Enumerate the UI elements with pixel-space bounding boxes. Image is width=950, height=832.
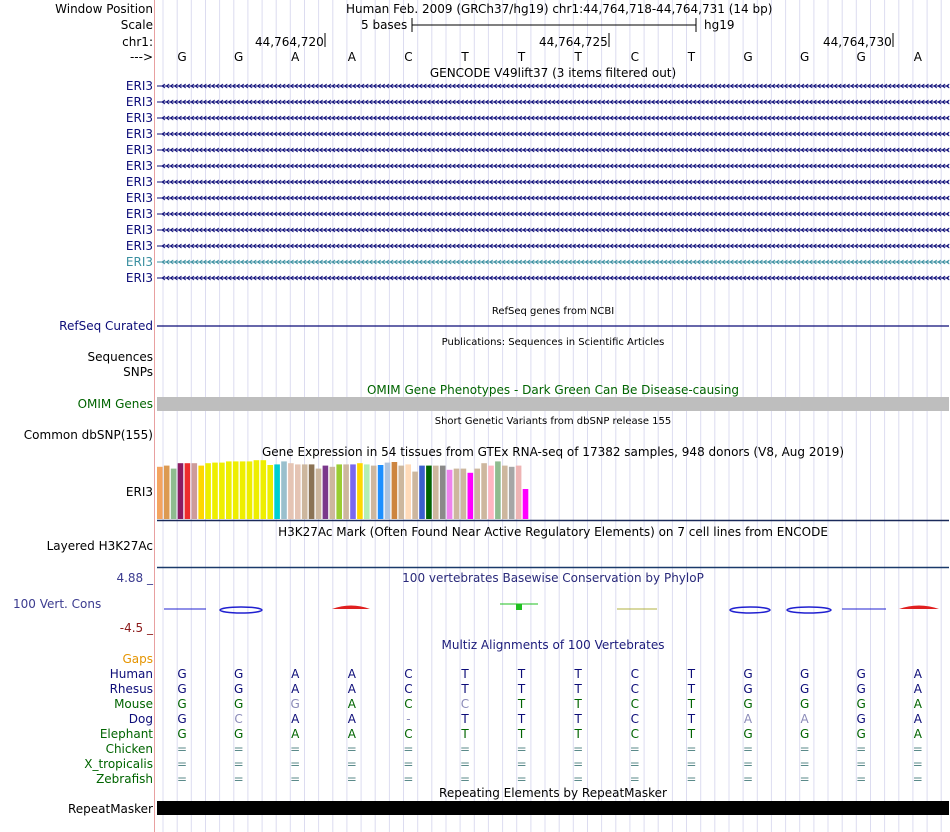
alignment-base: = <box>516 742 527 756</box>
gtex-tissue-bar <box>523 489 529 519</box>
alignment-base: = <box>233 742 244 756</box>
gtex-tissue-bar <box>261 460 267 519</box>
gtex-tissue-bar <box>274 464 280 519</box>
alignment-base: A <box>291 682 300 696</box>
alignment-base: = <box>290 757 301 771</box>
conservation-segment <box>899 606 939 610</box>
alignment-base: = <box>516 772 527 786</box>
dbsnp-label[interactable]: Common dbSNP(155) <box>23 428 153 442</box>
gtex-tissue-bar <box>502 466 508 519</box>
alignment-base: T <box>687 697 696 711</box>
alignment-base: = <box>629 742 640 756</box>
alignment-base: A <box>291 712 300 726</box>
alignment-base: G <box>856 727 866 741</box>
alignment-base: G <box>177 682 187 696</box>
alignment-base: G <box>856 712 866 726</box>
gaps-label[interactable]: Gaps <box>122 652 153 666</box>
scale-assembly: hg19 <box>704 18 735 32</box>
gtex-tissue-bar <box>226 461 232 519</box>
alignment-base: C <box>630 667 639 681</box>
alignment-base: = <box>856 772 867 786</box>
alignment-base: = <box>742 757 754 771</box>
alignment-base: G <box>856 682 866 696</box>
gtex-tissue-bar <box>461 469 467 519</box>
h3k27ac-title: H3K27Ac Mark (Often Found Near Active Regulatory Elements) on 7 cell lines from ENCODE <box>278 525 828 539</box>
alignment-base: T <box>574 682 582 696</box>
alignment-base: A <box>347 697 356 711</box>
gtex-tissue-bar <box>399 466 405 519</box>
gtex-title: Gene Expression in 54 tissues from GTEx RNA-seq of 17382 samples, 948 donors (V8, Aug 2019) <box>261 445 845 459</box>
species-label[interactable]: X_tropicalis <box>84 757 153 771</box>
gencode-item-label[interactable]: ERI3 <box>125 239 153 253</box>
gtex-tissue-bar <box>440 466 446 519</box>
gencode-title: GENCODE V49lift37 (3 items filtered out) <box>429 66 677 80</box>
sequences-label[interactable]: Sequences <box>87 350 153 364</box>
gtex-tissue-bar <box>495 461 501 519</box>
alignment-base: G <box>799 667 810 681</box>
alignment-base: A <box>291 727 300 741</box>
gtex-tissue-bar <box>330 467 336 519</box>
gtex-tissue-bar <box>392 462 398 519</box>
gencode-item-label[interactable]: ERI3 <box>125 79 153 93</box>
gtex-tissue-bar <box>364 464 370 519</box>
gtex-tissue-bar <box>468 473 474 519</box>
alignment-base: = <box>742 742 754 756</box>
alignment-base: = <box>686 742 697 756</box>
gtex-tissue-bar <box>212 463 218 519</box>
species-label[interactable]: Zebrafish <box>96 772 153 786</box>
base-letter: T <box>574 50 582 64</box>
base-letter: G <box>856 50 866 64</box>
alignment-base: = <box>912 772 923 786</box>
alignment-base: = <box>403 757 414 771</box>
gtex-tissue-bar <box>316 469 322 519</box>
alignment-base: G <box>177 697 187 711</box>
alignment-base: = <box>629 757 640 771</box>
alignment-base: C <box>460 697 470 711</box>
alignment-base: G <box>799 697 810 711</box>
gtex-tissue-bar <box>350 464 356 519</box>
alignment-base: A <box>347 712 356 726</box>
alignment-base: = <box>629 772 640 786</box>
alignment-base: G <box>743 667 753 681</box>
gtex-tissue-bar <box>343 464 349 519</box>
alignment-base: A <box>913 682 922 696</box>
alignment-base: C <box>630 682 639 696</box>
alignment-base: C <box>630 697 639 711</box>
gencode-item-label[interactable]: ERI3 <box>125 127 153 141</box>
alignment-base: C <box>404 667 413 681</box>
alignment-base: = <box>573 772 584 786</box>
alignment-base: G <box>799 727 810 741</box>
alignment-base: T <box>461 727 469 741</box>
alignment-base: A <box>800 712 809 726</box>
gtex-tissue-bar <box>198 466 204 519</box>
gtex-tissue-bar <box>488 466 494 519</box>
alignment-base: T <box>461 682 469 696</box>
gtex-tissue-bar <box>192 463 198 519</box>
alignment-base: T <box>461 667 469 681</box>
alignment-base: A <box>743 712 753 726</box>
species-label[interactable]: Chicken <box>105 742 153 756</box>
alignment-base: T <box>687 727 696 741</box>
snps-label[interactable]: SNPs <box>123 365 153 379</box>
alignment-base: = <box>573 742 584 756</box>
alignment-base: = <box>742 772 754 786</box>
gtex-tissue-bar <box>281 461 287 519</box>
scale-label[interactable]: Scale <box>120 18 153 32</box>
alignment-base: = <box>403 742 414 756</box>
alignment-base: T <box>687 682 696 696</box>
gtex-tissue-bar <box>171 469 177 519</box>
alignment-base: = <box>856 757 867 771</box>
gencode-item-label[interactable]: ERI3 <box>125 271 153 285</box>
ruler-position: 44,764,730 <box>823 35 892 49</box>
alignment-base: G <box>856 697 866 711</box>
gtex-label[interactable]: ERI3 <box>125 485 153 499</box>
conservation-segment <box>220 607 262 613</box>
alignment-base: T <box>687 667 696 681</box>
alignment-base: = <box>346 772 357 786</box>
alignment-base: = <box>176 772 188 786</box>
alignment-base: - <box>406 712 411 726</box>
base-letter: G <box>233 50 244 64</box>
alignment-base: = <box>459 742 471 756</box>
scale-value: 5 bases <box>361 18 408 32</box>
species-label[interactable]: Human <box>109 667 153 681</box>
gtex-tissue-bar <box>254 460 260 519</box>
gtex-tissue-bar <box>481 463 487 519</box>
alignment-base: A <box>913 712 922 726</box>
alignment-base: = <box>290 772 301 786</box>
gtex-tissue-bar <box>323 466 329 519</box>
refseq-title: RefSeq genes from NCBI <box>491 306 615 317</box>
gtex-tissue-bar <box>205 463 211 519</box>
gtex-tissue-bar <box>219 463 225 519</box>
alignment-base: C <box>404 727 413 741</box>
alignment-base: C <box>630 727 639 741</box>
alignment-base: C <box>404 697 413 711</box>
species-label[interactable]: Mouse <box>114 697 153 711</box>
alignment-base: G <box>177 712 187 726</box>
base-letter: G <box>743 50 753 64</box>
alignment-base: A <box>913 697 922 711</box>
alignment-base: = <box>799 772 810 786</box>
alignment-base: T <box>574 727 582 741</box>
base-letter: T <box>687 50 696 64</box>
gencode-item-label[interactable]: ERI3 <box>125 95 153 109</box>
repeatmasker-bar <box>157 801 949 815</box>
alignment-base: G <box>290 697 300 711</box>
omim-label[interactable]: OMIM Genes <box>77 397 153 411</box>
alignment-base: T <box>574 667 582 681</box>
alignment-base: = <box>176 757 188 771</box>
gencode-item-label[interactable]: ERI3 <box>125 175 153 189</box>
alignment-base: A <box>347 682 356 696</box>
alignment-base: G <box>233 697 244 711</box>
alignment-base: = <box>459 772 471 786</box>
base-letter: T <box>517 50 526 64</box>
alignment-base: = <box>856 742 867 756</box>
alignment-base: = <box>459 757 471 771</box>
species-label[interactable]: Elephant <box>99 727 153 741</box>
gtex-tissue-bar <box>474 469 480 519</box>
alignment-base: T <box>461 712 469 726</box>
phylop-min: -4.5 _ <box>119 621 153 635</box>
alignment-base: = <box>233 772 244 786</box>
gtex-tissue-bar <box>164 466 170 519</box>
window-position-label[interactable]: Window Position <box>55 2 153 16</box>
refseq-label[interactable]: RefSeq Curated <box>59 319 153 333</box>
alignment-base: T <box>517 667 526 681</box>
gtex-tissue-bar <box>157 467 163 519</box>
gtex-tissue-bar <box>295 464 301 519</box>
gtex-tissue-bar <box>516 466 522 519</box>
omim-bar <box>157 397 949 411</box>
alignment-base: = <box>176 742 188 756</box>
alignment-base: A <box>347 727 356 741</box>
gtex-tissue-bar <box>371 466 377 519</box>
gtex-tissue-bar <box>412 472 418 519</box>
conservation-segment <box>787 607 831 613</box>
alignment-base: G <box>177 727 187 741</box>
gencode-item-label[interactable]: ERI3 <box>125 207 153 221</box>
base-letter: C <box>404 50 413 64</box>
alignment-base: T <box>574 697 582 711</box>
alignment-base: T <box>517 712 526 726</box>
gtex-tissue-bar <box>267 465 273 519</box>
gtex-tissue-bar <box>302 464 308 519</box>
omim-title: OMIM Gene Phenotypes - Dark Green Can Be Disease-causing <box>366 383 740 397</box>
gencode-item-label[interactable]: ERI3 <box>125 255 153 269</box>
gtex-tissue-bar <box>447 470 453 519</box>
alignment-base: A <box>347 667 356 681</box>
alignment-base: = <box>799 757 810 771</box>
base-letter: T <box>461 50 469 64</box>
alignment-base: = <box>686 772 697 786</box>
gtex-tissue-bar <box>426 466 432 519</box>
alignment-base: T <box>517 682 526 696</box>
gtex-tissue-bar <box>240 461 246 519</box>
gtex-tissue-bar <box>509 467 515 519</box>
alignment-base: C <box>630 712 639 726</box>
alignment-base: = <box>346 757 357 771</box>
base-letter: C <box>630 50 639 64</box>
gtex-tissue-bar <box>185 463 191 519</box>
alignment-base: C <box>234 712 243 726</box>
gtex-tissue-bar <box>378 465 384 519</box>
alignment-base: T <box>574 712 582 726</box>
gencode-item-label[interactable]: ERI3 <box>125 223 153 237</box>
conservation-segment <box>332 606 370 610</box>
phylop-max: 4.88 _ <box>116 571 153 585</box>
base-letter: G <box>799 50 810 64</box>
alignment-base: = <box>799 742 810 756</box>
alignment-base: G <box>233 667 244 681</box>
species-label[interactable]: Dog <box>128 712 153 726</box>
gtex-tissue-bar <box>433 466 439 519</box>
gencode-item-label[interactable]: ERI3 <box>125 191 153 205</box>
alignment-base: G <box>799 682 810 696</box>
gtex-tissue-bar <box>454 469 460 519</box>
window-position-value: Human Feb. 2009 (GRCh37/hg19) chr1:44,764,718-44,764,731 (14 bp) <box>346 2 773 16</box>
gtex-tissue-bar <box>336 464 342 519</box>
gencode-item-label[interactable]: ERI3 <box>125 111 153 125</box>
gtex-tissue-bar <box>309 464 315 519</box>
alignment-base: G <box>743 697 753 711</box>
repeatmasker-title: Repeating Elements by RepeatMasker <box>439 786 667 800</box>
alignment-base: T <box>517 697 526 711</box>
publications-title: Publications: Sequences in Scientific Articles <box>441 337 665 348</box>
dbsnp-title: Short Genetic Variants from dbSNP release 155 <box>434 416 672 427</box>
alignment-base: = <box>912 757 923 771</box>
alignment-base: G <box>743 682 753 696</box>
alignment-base: G <box>743 727 753 741</box>
alignment-base: = <box>516 757 527 771</box>
alignment-base: = <box>686 757 697 771</box>
chrom-label[interactable]: chr1: <box>122 35 153 49</box>
alignment-base: G <box>856 667 866 681</box>
multiz-title: Multiz Alignments of 100 Vertebrates <box>441 638 665 652</box>
gtex-tissue-bar <box>233 461 239 519</box>
base-letter: A <box>913 50 922 64</box>
h3k27ac-label[interactable]: Layered H3K27Ac <box>46 539 153 553</box>
alignment-base: G <box>233 682 244 696</box>
gtex-tissue-bar <box>178 463 184 519</box>
gtex-tissue-bar <box>247 461 253 519</box>
conservation-segment <box>730 607 770 613</box>
alignment-base: G <box>233 727 244 741</box>
gtex-tissue-bar <box>357 463 363 519</box>
alignment-base: = <box>290 742 301 756</box>
alignment-base: T <box>687 712 696 726</box>
species-label[interactable]: Rhesus <box>109 682 153 696</box>
gencode-item-label[interactable]: ERI3 <box>125 159 153 173</box>
alignment-base: A <box>913 727 922 741</box>
phylop-title: 100 vertebrates Basewise Conservation by PhyloP <box>402 571 704 585</box>
strand-arrow[interactable]: ---> <box>129 50 153 64</box>
gencode-item-label[interactable]: ERI3 <box>125 143 153 157</box>
alignment-base: T <box>517 727 526 741</box>
alignment-base: A <box>291 667 300 681</box>
alignment-base: = <box>912 742 923 756</box>
alignment-base: C <box>404 682 413 696</box>
alignment-base: = <box>346 742 357 756</box>
gtex-tissue-bar <box>385 463 391 519</box>
repeatmasker-label[interactable]: RepeatMasker <box>67 802 153 816</box>
phylop-label[interactable]: 100 Vert. Cons <box>13 597 102 611</box>
base-letter: G <box>177 50 187 64</box>
ruler-position: 44,764,725 <box>539 35 608 49</box>
alignment-base: = <box>233 757 244 771</box>
gtex-tissue-bar <box>288 463 294 519</box>
alignment-base: A <box>913 667 922 681</box>
alignment-base: = <box>403 772 414 786</box>
base-letter: A <box>347 50 356 64</box>
gtex-tissue-bar <box>405 464 411 519</box>
alignment-base: G <box>177 667 187 681</box>
conservation-segment <box>516 604 522 610</box>
alignment-base: = <box>573 757 584 771</box>
base-letter: A <box>291 50 300 64</box>
gtex-tissue-bar <box>419 466 425 519</box>
ruler-position: 44,764,720 <box>255 35 324 49</box>
